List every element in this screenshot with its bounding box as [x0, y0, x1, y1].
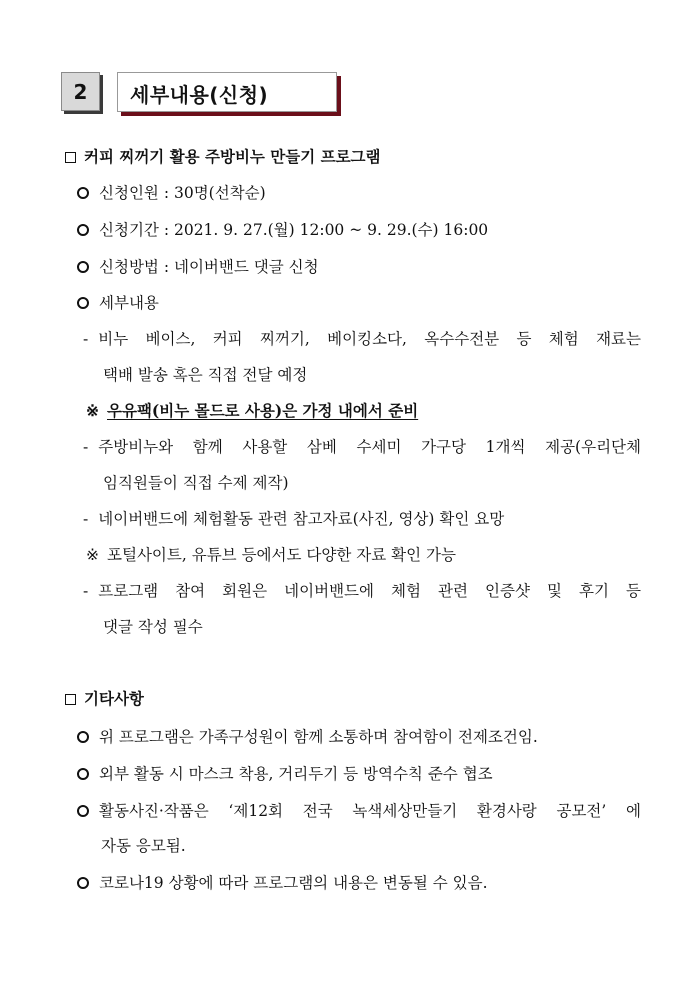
misc-heading: [65, 689, 144, 709]
section-number: 2: [61, 72, 100, 111]
note-line: [86, 545, 456, 565]
detail-line: [103, 473, 289, 493]
detail-line: [83, 581, 641, 601]
list-item: [77, 764, 493, 784]
detail-line: [103, 365, 307, 385]
detail-line: [83, 437, 641, 457]
detail-text: 주방비누와 함께 사용할 삼베 수세미 가구당 1개씩 제공(우리단체: [98, 438, 641, 456]
program-heading: [65, 147, 381, 167]
dash-bullet: -: [83, 438, 89, 456]
list-item-text: 위 프로그램은 가족구성원이 함께 소통하며 참여함이 전제조건임.: [99, 728, 538, 746]
circle-bullet-icon: [77, 297, 89, 309]
circle-bullet-icon: [77, 877, 89, 889]
list-item: [77, 257, 319, 277]
dash-bullet: -: [83, 510, 89, 528]
detail-line: [83, 509, 504, 529]
circle-bullet-icon: [77, 805, 89, 817]
list-item: [77, 293, 159, 313]
list-item: [77, 801, 641, 821]
list-item-text: 외부 활동 시 마스크 착용, 거리두기 등 방역수칙 준수 협조: [99, 765, 493, 783]
circle-bullet-icon: [77, 261, 89, 273]
dash-bullet: -: [83, 330, 89, 348]
list-item-text: 세부내용: [99, 294, 159, 312]
detail-text: 프로그램 참여 회원은 네이버밴드에 체험 관련 인증샷 및 후기 등: [98, 582, 641, 600]
list-item: [77, 873, 488, 893]
circle-bullet-icon: [77, 768, 89, 780]
detail-line: [103, 617, 203, 637]
detail-text: 네이버밴드에 체험활동 관련 참고자료(사진, 영상) 확인 요망: [98, 510, 505, 528]
note-text: 우유팩(비누 몰드로 사용)은 가정 내에서 준비: [107, 401, 419, 420]
section-header: [61, 72, 341, 117]
note-line: [86, 401, 418, 421]
detail-line: [83, 329, 641, 349]
circle-bullet-icon: [77, 187, 89, 199]
detail-text: 임직원들이 직접 수제 제작): [103, 474, 289, 492]
list-item-text: 신청인원 : 30명(선착순): [99, 184, 266, 202]
list-item-text: 자동 응모됨.: [101, 837, 186, 855]
list-item: [77, 220, 488, 240]
square-bullet-icon: [65, 152, 76, 163]
section-title: 세부내용(신청): [130, 83, 269, 107]
list-item-text: 신청방법 : 네이버밴드 댓글 신청: [99, 258, 319, 276]
list-item: [77, 183, 266, 203]
list-item-text: 활동사진·작품은 ‘제12회 전국 녹색세상만들기 환경사랑 공모전’ 에: [99, 802, 641, 820]
circle-bullet-icon: [77, 224, 89, 236]
detail-text: 댓글 작성 필수: [103, 618, 203, 636]
circle-bullet-icon: [77, 731, 89, 743]
detail-text: 비누 베이스, 커피 찌꺼기, 베이킹소다, 옥수수전분 등 체험 재료는: [98, 330, 641, 348]
list-item-continuation: [101, 836, 186, 856]
dash-bullet: -: [83, 582, 89, 600]
reference-mark-icon: ※: [86, 401, 99, 420]
list-item: [77, 727, 538, 747]
list-item-text: 코로나19 상황에 따라 프로그램의 내용은 변동될 수 있음.: [99, 874, 488, 892]
note-text: 포털사이트, 유튜브 등에서도 다양한 자료 확인 가능: [107, 546, 456, 564]
square-bullet-icon: [65, 694, 76, 705]
detail-text: 택배 발송 혹은 직접 전달 예정: [103, 366, 308, 384]
reference-mark-icon: ※: [86, 546, 99, 564]
program-title: 커피 찌꺼기 활용 주방비누 만들기 프로그램: [84, 147, 381, 166]
section-title-box: [117, 72, 337, 112]
list-item-text: 신청기간 : 2021. 9. 27.(월) 12:00 ~ 9. 29.(수) 16:00: [99, 221, 489, 239]
misc-title: 기타사항: [84, 689, 144, 708]
